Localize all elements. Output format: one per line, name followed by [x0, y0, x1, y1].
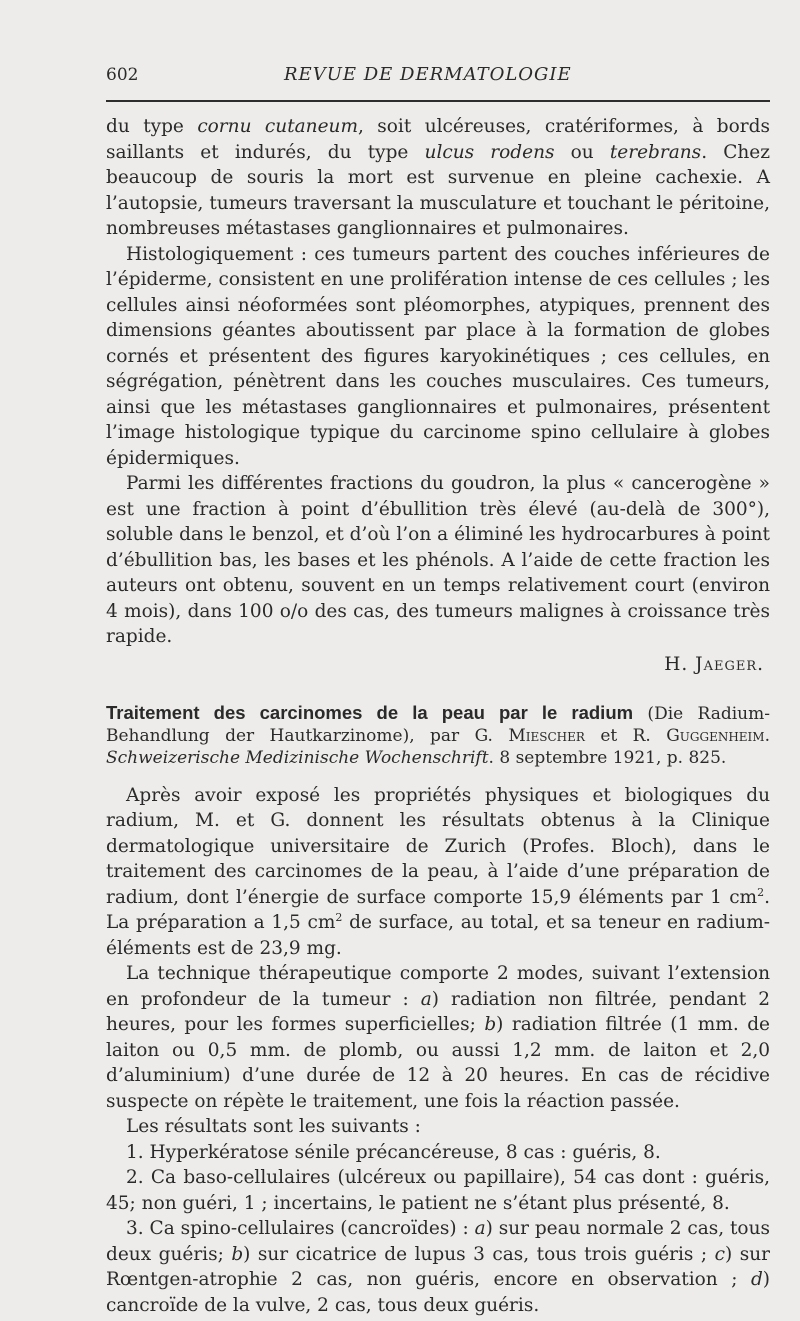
paragraph-results-intro: Les résultats sont les suivants :	[126, 1116, 421, 1137]
paragraph-1: du type cornu cutaneum, soit ulcéreuses, cratériformes, à bords saillants et indurés, du type ulcus rodens ou terebrans. Chez beaucoup de souris la mort est survenue en pleine cachexie. A l’autopsie, tumeurs traversant la musculature et touchant le péritoine, nombreuses métastases ganglionnaires et pulmonaires.	[106, 116, 770, 239]
paragraph-fractions: Parmi les différentes fractions du goudron, la plus « cancerogène » est une fraction à point d’ébullition très élevé (au-delà de 300°), soluble dans le benzol, et d’où l’on a éliminé les hydrocarbures à point d’ébullition bas, les bases et les phénols. A l’aide de cette fraction les auteurs ont obtenu, souvent en un temps relativement court (environ 4 mois), dans 100 o/o des cas, des tumeurs malignes à croissance très rapide.	[106, 473, 770, 647]
result-item-2: 2. Ca baso-cellulaires (ulcéreux ou papillaire), 54 cas dont : guéris, 45; non guéri, 1 ; incertains, le patient ne s’étant plus présenté, 8.	[106, 1167, 770, 1214]
running-head	[106, 58, 770, 92]
term-cornu-cutaneum: cornu cutaneum	[197, 116, 358, 137]
page-number: 602	[106, 65, 139, 85]
author-miescher: Miescher	[508, 725, 585, 746]
term-terebrans: terebrans	[609, 141, 702, 163]
paragraph-radium: Après avoir exposé les propriétés physiques et biologiques du radium, M. et G. donnent les résultats obtenus à la Clinique dermatologique universitaire de Zurich (Profes. Bloch), dans le traitement des carcinomes de la peau, à l’aide d’une préparation de radium, dont l’énergie de surface comporte 15,9 éléments par 1 $cm^2$. La préparation a 1,5 $cm^2$ de surface, au total, et sa teneur en radium-éléments est de 23,9 mg.	[106, 784, 770, 959]
second-article-text	[106, 783, 770, 1319]
term-ulcus-rodens: ulcus rodens	[424, 141, 555, 163]
first-article-text	[106, 114, 770, 678]
result-item-3: 3. Ca spino-cellulaires (cancroïdes) : a) sur peau normale 2 cas, tous deux guéris; b) sur cicatrice de lupus 3 cas, tous trois guéris ; c) sur Rœntgen-atrophie 2 cas, non guéris, encore en observation ; d) cancroïde de la vulve, 2 cas, tous deux guéris.	[106, 1218, 770, 1316]
paragraph-technique: La technique thérapeutique comporte 2 modes, suivant l’extension en profondeur de la tumeur : a) radiation non filtrée, pendant 2 heures, pour les formes superficielles; b) radiation filtrée (1 mm. de laiton ou 0,5 mm. de plomb, ou aussi 1,2 mm. de laiton et 2,0 d’aluminium) d’une durée de 12 à 20 heures. En cas de récidive suspecte on répète le traitement, une fois la réaction passée.	[106, 963, 770, 1112]
abstract-title: Traitement des carcinomes de la peau par le radium	[106, 701, 634, 723]
journal-title: REVUE DE DERMATOLOGIE	[284, 64, 572, 85]
header-rule	[106, 100, 770, 102]
author-guggenheim: Guggenheim	[666, 725, 765, 746]
result-item-1: 1. Hyperkératose sénile précancéreuse, 8 cas : guéris, 8.	[126, 1141, 661, 1163]
journal-name: Schweizerische Medizinische Wochenschrift	[106, 747, 489, 768]
author-signature: H. Jaeger.	[664, 653, 764, 675]
paragraph-histology: Histologiquement : ces tumeurs partent des couches inférieures de l’épiderme, consistent en une prolifération intense de ces cellules ; les cellules ainsi néoformées sont pléomorphes, atypiques, prennent des dimensions géantes aboutissent par place à la formation de globes cornés et présentent des figures karyokinétiques ; ces cellules, en ségrégation, pénètrent dans les couches musculaires. Ces tumeurs, ainsi que les métastases ganglionnaires et pulmonaires, présentent l’image histologique typique du carcinome spino cellulaire à globes épidermiques.	[106, 243, 770, 469]
abstract-reference: Traitement des carcinomes de la peau par le radium (Die Radium-Behandlung der Hautkarzinome), par G. Miescher et R. Guggenheim. Schweizerische Medizinische Wochenschrift. 8 septembre 1921, p. 825.	[106, 701, 770, 768]
